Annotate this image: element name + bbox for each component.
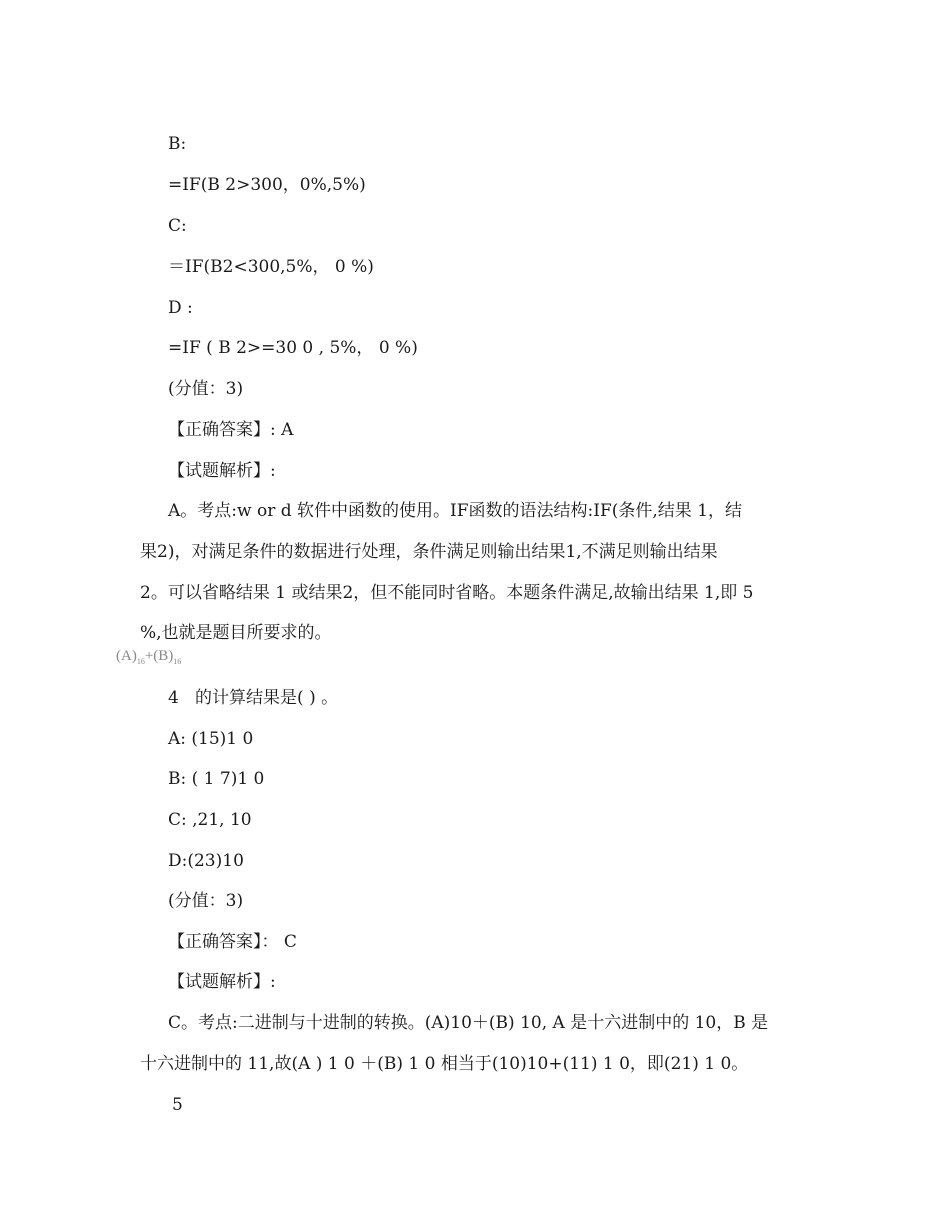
q4-answer: 【正确答案】： C	[168, 932, 297, 952]
q4-option-a: A: (15)1 0	[168, 729, 254, 749]
q3-option-d-formula: =IF ( B 2>=30 0 , 5%， 0 %)	[168, 338, 418, 358]
q4-formula-image	[116, 645, 220, 667]
q3-analysis-line: 果2)，对满足条件的数据进行处理，条件满足则输出结果1,不满足则输出结果	[140, 542, 718, 562]
q3-option-c-label: C:	[168, 216, 187, 236]
formula-sub-2: 16	[173, 657, 182, 666]
q4-question: 4 的计算结果是( ) 。	[168, 688, 339, 708]
q4-score: (分值：3)	[168, 891, 244, 911]
q4-analysis-line: 十六进制中的 11,故(A ) 1 0 ＋(B) 1 0 相当于(10)10+(11) 1 0，即(21) 1 0。	[140, 1054, 749, 1074]
q3-option-d-label: D :	[168, 298, 193, 318]
q3-option-b-label: B:	[168, 134, 187, 154]
q4-analysis-title: 【试题解析】:	[168, 972, 276, 992]
q3-analysis-line: 2。可以省略结果 1 或结果2，但不能同时省略。本题条件满足,故输出结果 1,即 5	[140, 583, 754, 603]
next-question-number: 5	[172, 1095, 183, 1115]
q3-analysis-title: 【试题解析】:	[168, 461, 276, 481]
q4-option-d: D:(23)10	[168, 851, 244, 871]
q4-analysis-line: C。考点:二进制与十进制的转换。(A)10＋(B) 10, A 是十六进制中的 10，B 是	[168, 1013, 769, 1033]
q3-option-b-formula: =IF(B 2>300，0%,5%)	[168, 175, 366, 195]
formula-sub-1: 16	[136, 657, 145, 666]
q4-option-b: B: ( 1 7)1 0	[168, 769, 265, 789]
q3-analysis-line: %,也就是题目所要求的。	[140, 623, 332, 643]
q4-option-c: C: ,21, 10	[168, 810, 252, 830]
formula-plus: +	[144, 648, 154, 664]
q3-score: (分值：3)	[168, 379, 244, 399]
formula-b: (B)	[153, 648, 174, 664]
formula-a: (A)	[116, 648, 137, 664]
q3-analysis-line: A。考点:w or d 软件中函数的使用。IF函数的语法结构:IF(条件,结果 1，结	[168, 501, 743, 521]
q3-option-c-formula: ＝IF(B2<300,5%， 0 %)	[168, 257, 374, 277]
q3-answer: 【正确答案】: A	[168, 420, 294, 440]
